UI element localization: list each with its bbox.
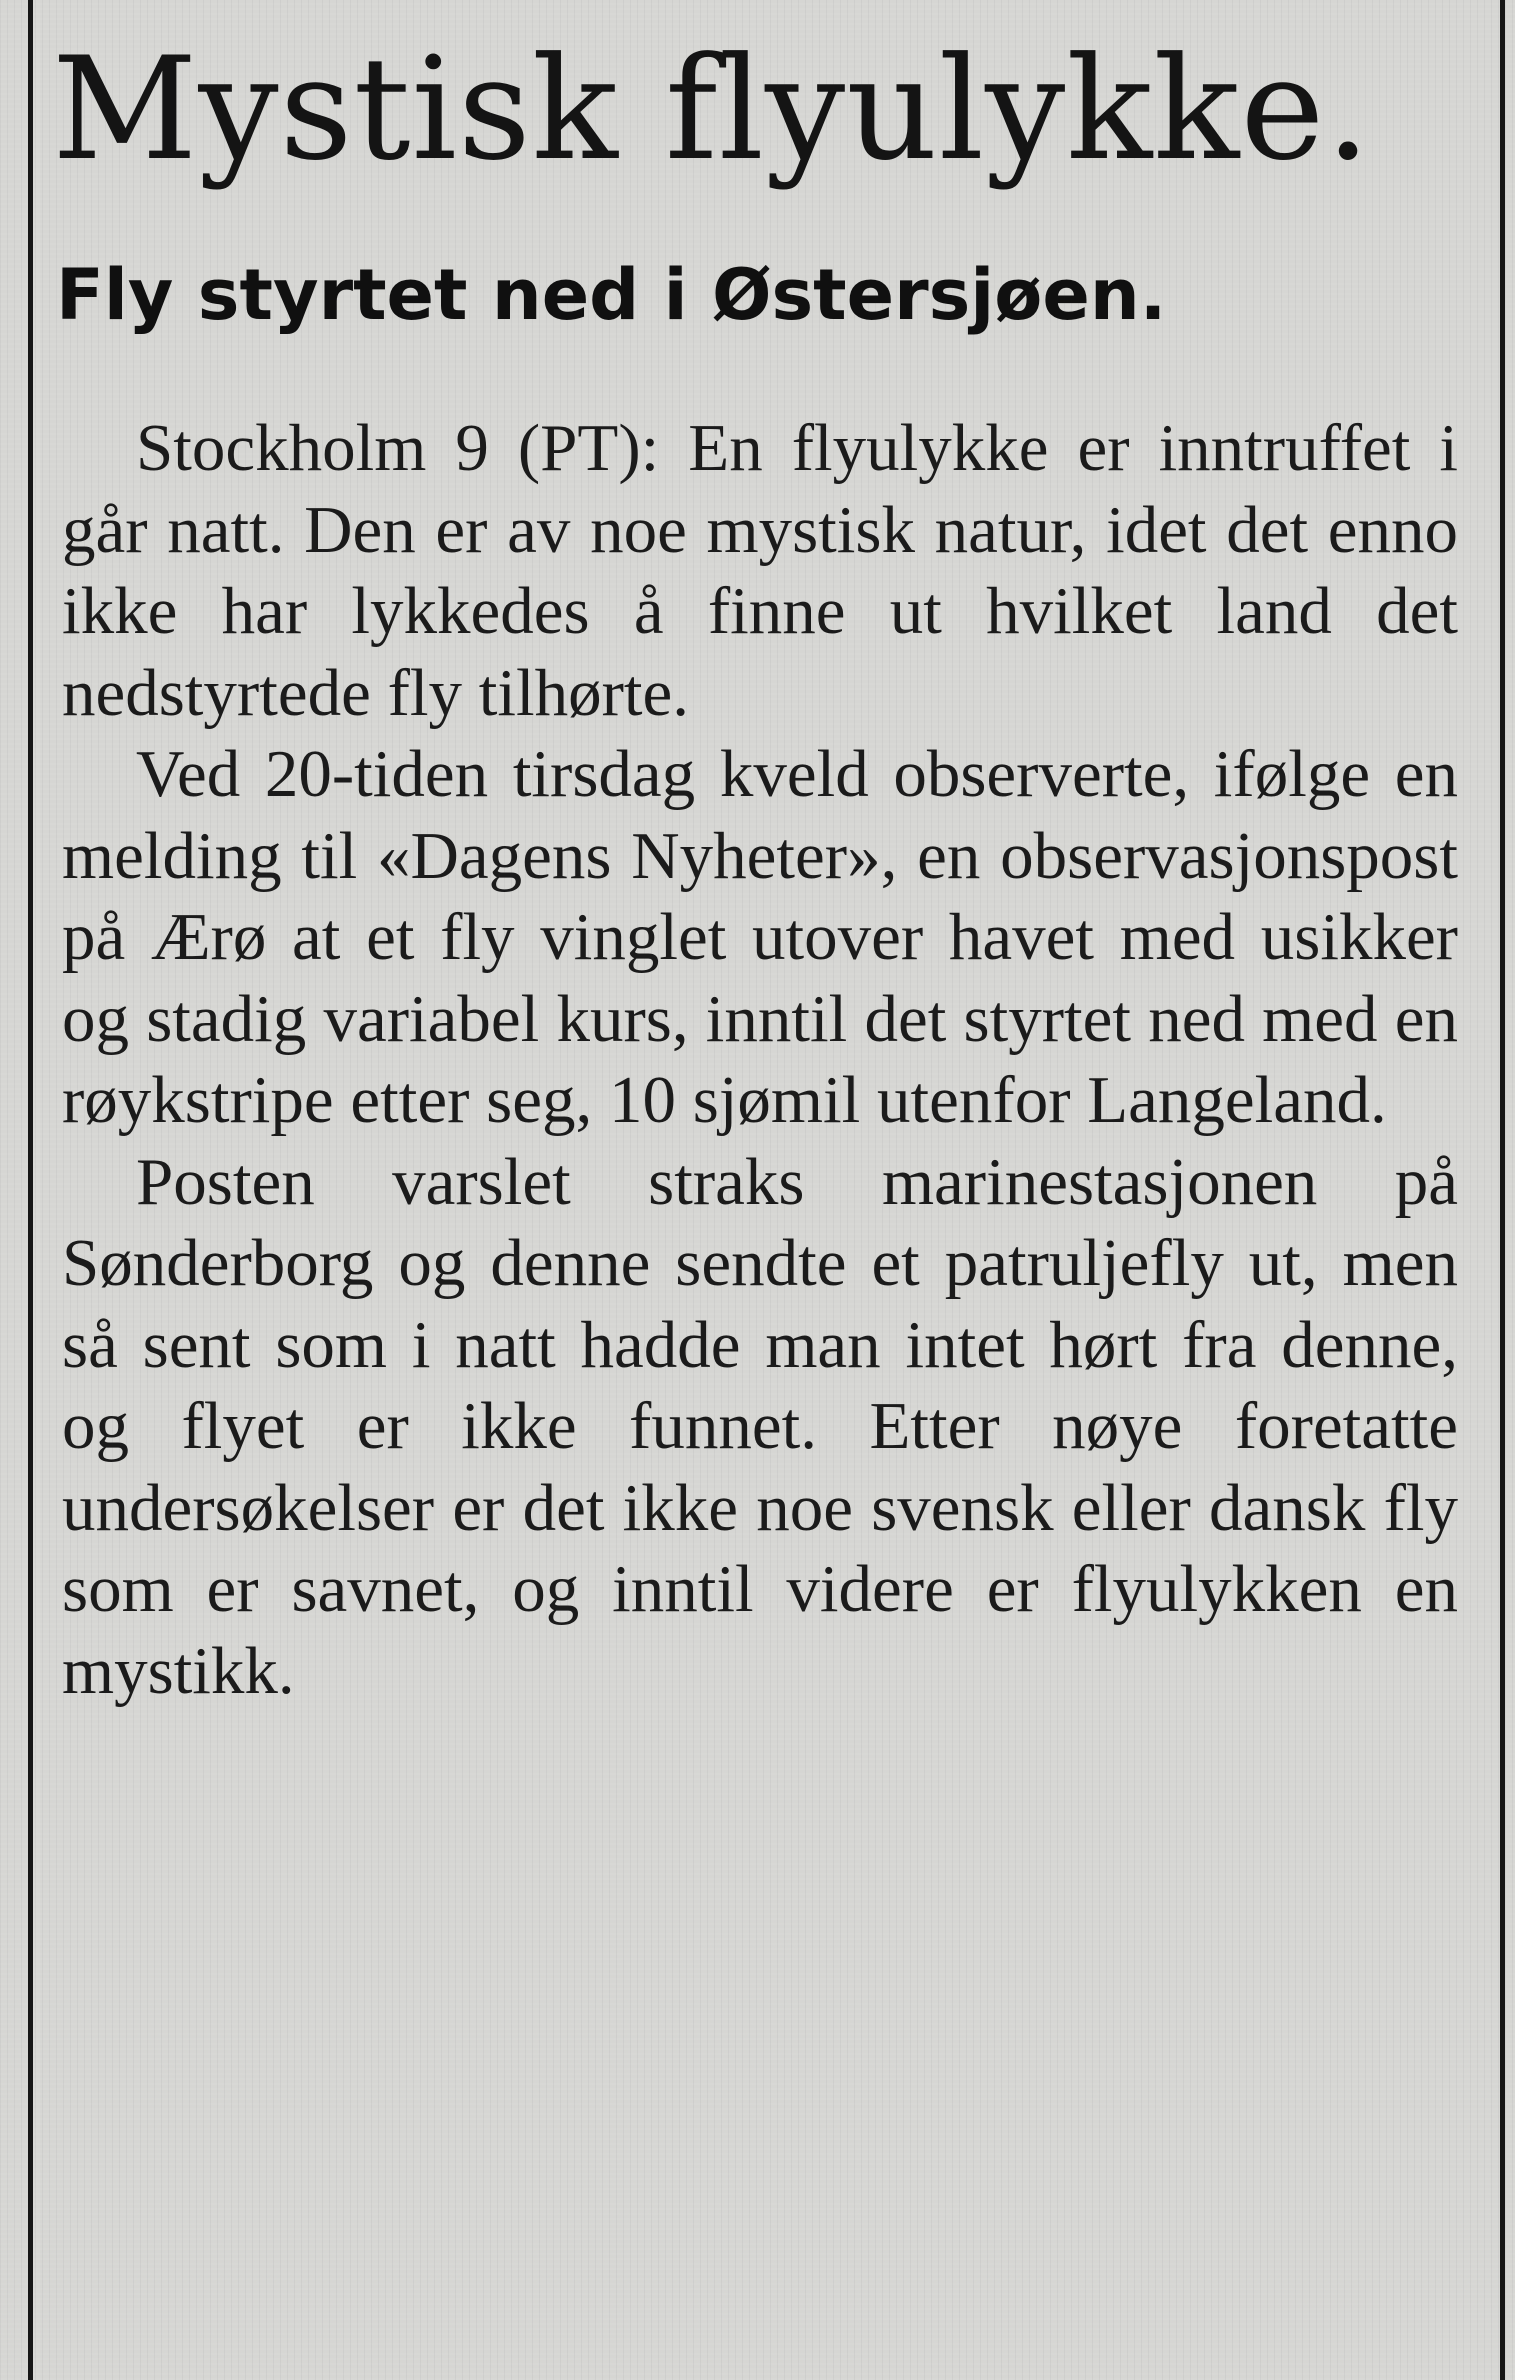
headline: Mystisk flyulykke. <box>52 27 1372 192</box>
article-body <box>62 408 1458 1712</box>
article-paragraph-3: Posten varslet straks marinestasjonen på Sønderborg og denne sendte et patruljefly ut, men så sent som i natt hadde man intet hørt fra denne, og flyet er ikke funnet. Etter nøye foretatte undersøkelser er det ikke noe svensk eller dansk fly som er savnet, og inntil videre er flyulykken en mystikk. <box>62 1144 1458 1708</box>
article-paragraph-1: Stockholm 9 (PT): En flyulykke er inntruffet i går natt. Den er av noe mystisk natur, idet det enno ikke har lykkedes å finne ut hvilket land det nedstyrtede fly tilhørte. <box>62 411 1458 730</box>
column-rule-left <box>28 0 33 2380</box>
column-rule-right <box>1500 0 1505 2380</box>
article-paragraph-2: Ved 20-tiden tirsdag kveld observerte, ifølge en melding til «Dagens Nyheter», en observasjonspost på Ærø at et fly vinglet utover havet med usikker og stadig variabel kurs, inntil det styrtet ned med en røykstripe etter seg, 10 sjømil utenfor Langeland. <box>62 737 1458 1137</box>
subheadline: Fly styrtet ned i Østersjøen. <box>56 254 1167 336</box>
